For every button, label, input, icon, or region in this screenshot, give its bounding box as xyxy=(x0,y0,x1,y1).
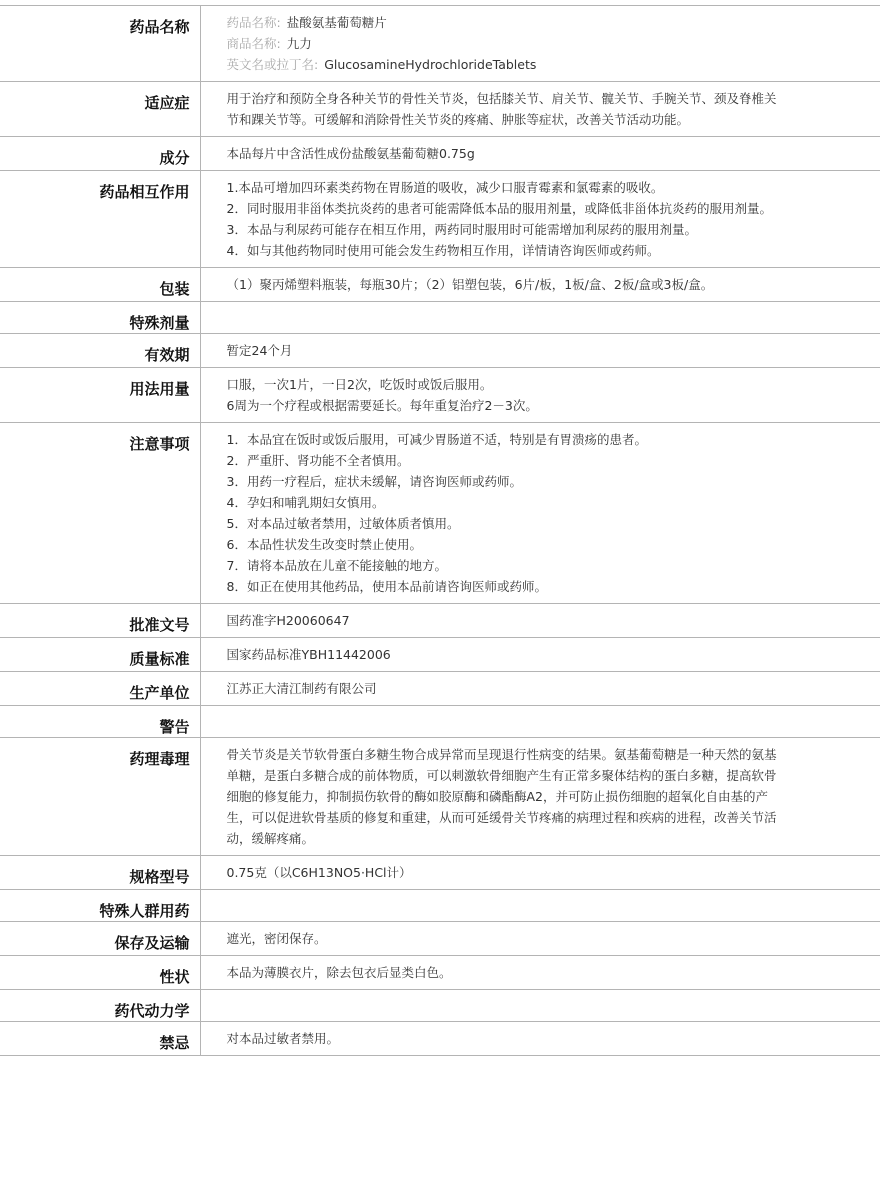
value-line: 6．本品性状发生改变时禁止使用。 xyxy=(226,537,422,552)
row-label: 药品名称 xyxy=(0,6,200,82)
row-drug-name xyxy=(0,6,880,82)
row-label: 药理毒理 xyxy=(0,738,200,856)
row-value xyxy=(200,890,880,922)
english-name-key: 英文名或拉丁名: xyxy=(226,57,319,72)
row-value xyxy=(200,706,880,738)
trade-name xyxy=(227,33,787,54)
row-value xyxy=(200,137,880,171)
value-line: 1．本品宜在饭时或饭后服用，可减少胃肠道不适，特别是有胃溃疡的患者。 xyxy=(226,432,647,447)
value-line: 本品为薄膜衣片，除去包衣后显类白色。 xyxy=(226,965,452,980)
row-label: 用法用量 xyxy=(0,368,200,423)
row-value xyxy=(200,738,880,856)
drug-info-table xyxy=(0,5,880,1056)
value-line: 7．请将本品放在儿童不能接触的地方。 xyxy=(226,558,447,573)
value-line: （1）聚丙烯塑料瓶装，每瓶30片；（2）铝塑包装，6片/板，1板/盒、2板/盒或3板/盒。 xyxy=(226,277,714,292)
value-line: 口服，一次1片，一日2次，吃饭时或饭后服用。 xyxy=(226,377,493,392)
row-label: 警告 xyxy=(0,706,200,738)
row-value xyxy=(200,6,880,82)
row-value xyxy=(200,82,880,137)
row-label: 性状 xyxy=(0,956,200,990)
value-line: 江苏正大清江制药有限公司 xyxy=(226,681,377,696)
value-line: 8．如正在使用其他药品，使用本品前请咨询医师或药师。 xyxy=(226,579,547,594)
row-label: 禁忌 xyxy=(0,1022,200,1056)
row-pharmacology xyxy=(0,738,880,856)
row-value xyxy=(200,423,880,604)
row-storage xyxy=(0,922,880,956)
row-pharmacokinetics xyxy=(0,990,880,1022)
row-value xyxy=(200,990,880,1022)
value-line: 遮光，密闭保存。 xyxy=(226,931,327,946)
row-label: 有效期 xyxy=(0,334,200,368)
value-line: 3．本品与利尿药可能存在相互作用，两药同时服用时可能需增加利尿药的服用剂量。 xyxy=(226,222,697,237)
row-precautions xyxy=(0,423,880,604)
row-value xyxy=(200,1022,880,1056)
row-label: 成分 xyxy=(0,137,200,171)
row-value xyxy=(200,334,880,368)
row-manufacturer xyxy=(0,672,880,706)
trade-name-key: 商品名称: xyxy=(226,36,281,51)
row-label: 规格型号 xyxy=(0,856,200,890)
value-line: 4．如与其他药物同时使用可能会发生药物相互作用，详情请咨询医师或药师。 xyxy=(226,243,660,258)
row-standard xyxy=(0,638,880,672)
value-line: 对本品过敏者禁用。 xyxy=(226,1031,340,1046)
generic-name-value: 盐酸氨基葡萄糖片 xyxy=(286,15,387,30)
row-value xyxy=(200,171,880,268)
row-usage xyxy=(0,368,880,423)
value-line: 1.本品可增加四环素类药物在胃肠道的吸收，减少口服青霉素和氯霉素的吸收。 xyxy=(226,180,664,195)
drug-info-rows xyxy=(0,6,880,1056)
value-line: 本品每片中含活性成份盐酸氨基葡萄糖0.75g xyxy=(226,146,475,161)
row-specification xyxy=(0,856,880,890)
row-label: 保存及运输 xyxy=(0,922,200,956)
value-line: 2．同时服用非甾体类抗炎药的患者可能需降低本品的服用剂量，或降低非甾体抗炎药的服用剂量。 xyxy=(226,201,772,216)
row-value xyxy=(200,922,880,956)
value-line: 2．严重肝、肾功能不全者慎用。 xyxy=(226,453,410,468)
generic-name-key: 药品名称: xyxy=(226,15,281,30)
row-value xyxy=(200,268,880,302)
row-value xyxy=(200,856,880,890)
row-contraindications xyxy=(0,1022,880,1056)
row-validity xyxy=(0,334,880,368)
value-line: 5．对本品过敏者禁用，过敏体质者慎用。 xyxy=(226,516,460,531)
row-special-population xyxy=(0,890,880,922)
row-label: 注意事项 xyxy=(0,423,200,604)
row-approval xyxy=(0,604,880,638)
row-label: 特殊人群用药 xyxy=(0,890,200,922)
row-special-dosage xyxy=(0,302,880,334)
row-value xyxy=(200,302,880,334)
row-package xyxy=(0,268,880,302)
row-ingredients xyxy=(0,137,880,171)
value-line: 3．用药一疗程后，症状未缓解，请咨询医师或药师。 xyxy=(226,474,522,489)
row-label: 适应症 xyxy=(0,82,200,137)
value-line: 国家药品标准YBH11442006 xyxy=(226,647,391,662)
row-value xyxy=(200,638,880,672)
row-warning xyxy=(0,706,880,738)
row-label: 生产单位 xyxy=(0,672,200,706)
english-name xyxy=(227,54,787,75)
value-line: 6周为一个疗程或根据需要延长。每年重复治疗2－3次。 xyxy=(226,398,538,413)
value-line: 暂定24个月 xyxy=(226,343,293,358)
value-line: 骨关节炎是关节软骨蛋白多糖生物合成异常而呈现退行性病变的结果。氨基葡萄糖是一种天然的氨基单糖，是蛋白多糖合成的前体物质，可以刺激软骨细胞产生有正常多聚体结构的蛋白多糖，提高软骨细胞的修复能力，抑制损伤软骨的酶如胶原酶和磷酯酶A2，并可防止损伤细胞的超氧化自由基的产生，可以促进软骨基质的修复和重建，从而可延缓骨关节疼痛的病理过程和疾病的进程，改善关节活动，缓解疼痛。 xyxy=(226,747,777,846)
value-line: 4．孕妇和哺乳期妇女慎用。 xyxy=(226,495,385,510)
value-line: 用于治疗和预防全身各种关节的骨性关节炎，包括膝关节、肩关节、髋关节、手腕关节、颈及脊椎关节和踝关节等。可缓解和消除骨性关节炎的疼痛、肿胀等症状，改善关节活动功能。 xyxy=(226,91,777,127)
value-line: 0.75克（以C6H13NO5·HCl计） xyxy=(226,865,412,880)
trade-name-value: 九力 xyxy=(286,36,312,51)
row-label: 批准文号 xyxy=(0,604,200,638)
generic-name xyxy=(227,12,787,33)
row-label: 包装 xyxy=(0,268,200,302)
row-value xyxy=(200,604,880,638)
row-label: 特殊剂量 xyxy=(0,302,200,334)
row-appearance xyxy=(0,956,880,990)
english-name-value: GlucosamineHydrochlorideTablets xyxy=(324,57,537,72)
row-indication xyxy=(0,82,880,137)
row-label: 药代动力学 xyxy=(0,990,200,1022)
row-value xyxy=(200,956,880,990)
row-label: 药品相互作用 xyxy=(0,171,200,268)
row-value xyxy=(200,368,880,423)
row-label: 质量标准 xyxy=(0,638,200,672)
row-value xyxy=(200,672,880,706)
value-line: 国药准字H20060647 xyxy=(226,613,350,628)
row-interactions xyxy=(0,171,880,268)
